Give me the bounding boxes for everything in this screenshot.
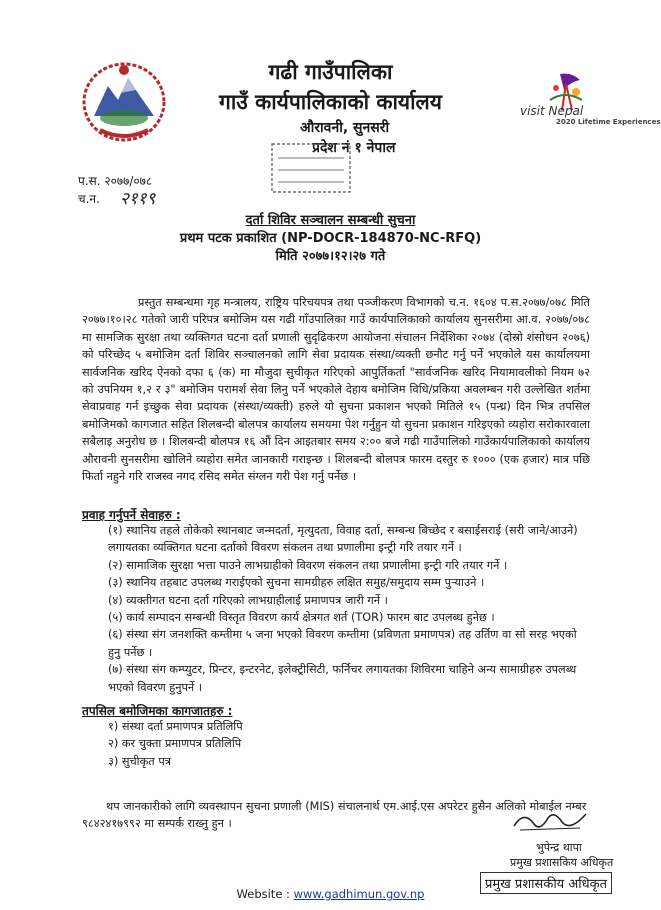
website-label: Website : [236, 887, 294, 901]
documents-list [84, 718, 590, 770]
website-link[interactable]: www.gadhimun.gov.np [293, 887, 425, 901]
signatory-stamp: प्रमुख प्रशासकीय अधिकृत [480, 872, 612, 894]
notice-subheading: प्रथम पटक प्रकाशित (NP-DOCR-184870-NC-RFQ) [179, 231, 482, 246]
office-title-line2: गाउँ कार्यपालिकाको कार्यालय [219, 90, 442, 114]
notice-heading: दर्ता शिविर सञ्चालन सम्बन्धी सुचना [245, 213, 416, 228]
signature [510, 806, 590, 836]
footer [0, 887, 661, 901]
list-item: (१) स्थानिय तहले तोकेको स्थानबाट जन्मदर्ता, मृत्युदता, विवाह दर्ता, सम्बन्ध बिच्छेद र बसाईसराई (सरी जाने/आउने) लगायतका व्यक्तिगत घटना दर्ताको विवरण संकलन तथा प्रणालीमा इन्ट्री गरि तयार गर्ने । [108, 524, 578, 555]
notice-paragraph: प्रस्तुत सम्बन्धमा गृह मन्त्रालय, राष्ट्रिय परिचयपत्र तथा पञ्जीकरण विभागको च.न. १६०४ प.स.२०७७/०७८ मिति २०७७।१०।२८ गतेको जारी परिपत्र बमोजिम यस गढी गाँउपालिका गाउँ कार्यपालिकाको कार्यालय सुनसरीमा आ.व. २०७७/०७८ मा सामजिक सुरक्षा तथा व्यक्तिगत घटना दर्ता प्रणाली सुदृढिकरण आयोजना संचालन निर्देशिका २०७४ (दोस्रो शंसोधन २०७६) को परिच्छेद ५ बमोजिम दर्ता शिविर सञ्चालनको लागि सेवा प्रदायक संस्था/व्यक्ती छनौट गर्नु पर्ने भएकोले यस कार्यालयमा सार्वजनिक खरिद ऐनको दफा ६ (क) मा मौजुदा सुचीकृत गरिएको आपुर्तिकर्ता "सार्वजनिक खरिद नियामावलीको नियम ७२ को उपनियम १,२ र ३" बमोजिम परामर्श सेवा लिनु पर्ने भएकोले देहाय बमोजिम विधि/प्रकिया अवलम्बन गरी उल्लेखित शर्तमा सेवाप्रवाह गर्न इच्छुक सेवा प्रदायक (संस्था/व्यक्ती) हरुले यो सुचना प्रकाशन भएको मितिले १५ (पन्ध्र) दिन भित्र तपसिल बमोजिमको कागजात सहित शिलबन्दी बोलपत्र कार्यालय समयमा पेश गर्नुहुन यो सुचना प्रकाशन गरिइएको व्यहोरा सरोकारवाला सबैलाइ अनुरोध छ । शिलबन्दी बोलपत्र १६ औं दिन आइतबार समय २:०० बजे गढी गाउँपालिको गाउँकार्यपालिकाको कार्यालय औरावनी सुनसरीमा खोलिने व्यहोरा समेत जानकारी गराइन्छ । शिलबन्दी बोलपत्र फारम दस्तुर रु १००० (एक हजार) मात्र पछि फिर्ता नहुने गरि राजस्व नगद रसिद समेत संग्लन गरी पेश गर्नु पर्नेछ । [82, 296, 590, 484]
visit-nepal-text: visit Nepal [520, 104, 584, 118]
list-item: १) संस्था दर्ता प्रमाणपत्र प्रतिलिपि [108, 720, 243, 733]
notice-date: मिति २०७७।१२।२७ गते [275, 249, 386, 264]
documents-title: तपसिल बमोजिमका कागजातहरु : [82, 704, 233, 718]
reference-cn-value: २११९ [120, 189, 156, 209]
services-list [84, 522, 590, 696]
services-title: प्रवाह गर्नुपर्ने सेवाहरु : [82, 508, 181, 522]
address-line2: प्रदेश नं १ नेपाल [312, 140, 396, 156]
list-item: (५) कार्य सम्पादन सम्बन्धी विस्तृत विवरण कार्य क्षेत्रगत शर्त (TOR) फारम बाट उपलब्ध हुनेछ । [108, 611, 495, 625]
list-item: (३) स्थानिय तहबाट उपलब्ध गराईएको सुचना सामग्रीहरु लक्षित समुह/समुदाय सम्म पुऱ्याउने । [108, 576, 485, 590]
signatory-name: भुपेन्द्र थापा [536, 841, 582, 854]
contact-note: थप जानकारीको लागि व्यवस्थापन सुचना प्रणाली (MIS) संचालनार्थ एम.आई.एस अपरेटर हुसैन अलिको मोबाईल नम्बर ९८४२४१७९९२ मा सम्पर्क राख्नु हुन । [82, 800, 587, 831]
list-item: (२) सामाजिक सुरक्षा भत्ता पाउने लाभग्राहीको विवरण संकलन तथा प्रणालीमा इन्ट्री गरि तयार गर्ने । [108, 558, 508, 572]
visit-nepal-year: 2020 Lifetime Experiences [556, 118, 661, 126]
list-item: (६) संस्था संग जनशक्ति कम्तीमा ५ जना भएको विवरण कम्तीमा (प्रविणता प्रमाणपत्र) तह उर्तिण वा सो सरह भएको हुनु पर्नेछ । [108, 628, 577, 659]
list-item: (४) व्यक्तीगत घटना दर्ता गरिएको लाभग्राहीलाई प्रमाणपत्र जारी गर्ने । [108, 593, 388, 607]
signatory-designation: प्रमुख प्रशासकिय अधिकृत [510, 856, 614, 869]
office-title-line1: गढी गाउँपालिका [268, 60, 393, 84]
reference-cn-label: च.न. [78, 192, 100, 206]
list-item: २) कर चुक्ता प्रमाणपत्र प्रतिलिपि [108, 737, 242, 751]
list-item: (७) संस्था संग कम्प्युटर, प्रिन्टर, इन्टरनेट, इलेक्ट्रीसिटी, फर्निचर लगायतका शिविरमा चाहिने अन्य सामाग्रीहरु उपलब्ध भएको विवरण हुनुपर्ने । [108, 663, 577, 694]
office-stamp [268, 140, 354, 196]
reference-ps: प.स. २०७७/०७८ [78, 174, 153, 188]
address-line1: औरावनी, सुनसरी [300, 120, 390, 136]
list-item: ३) सुचीकृत पत्र [108, 754, 171, 768]
